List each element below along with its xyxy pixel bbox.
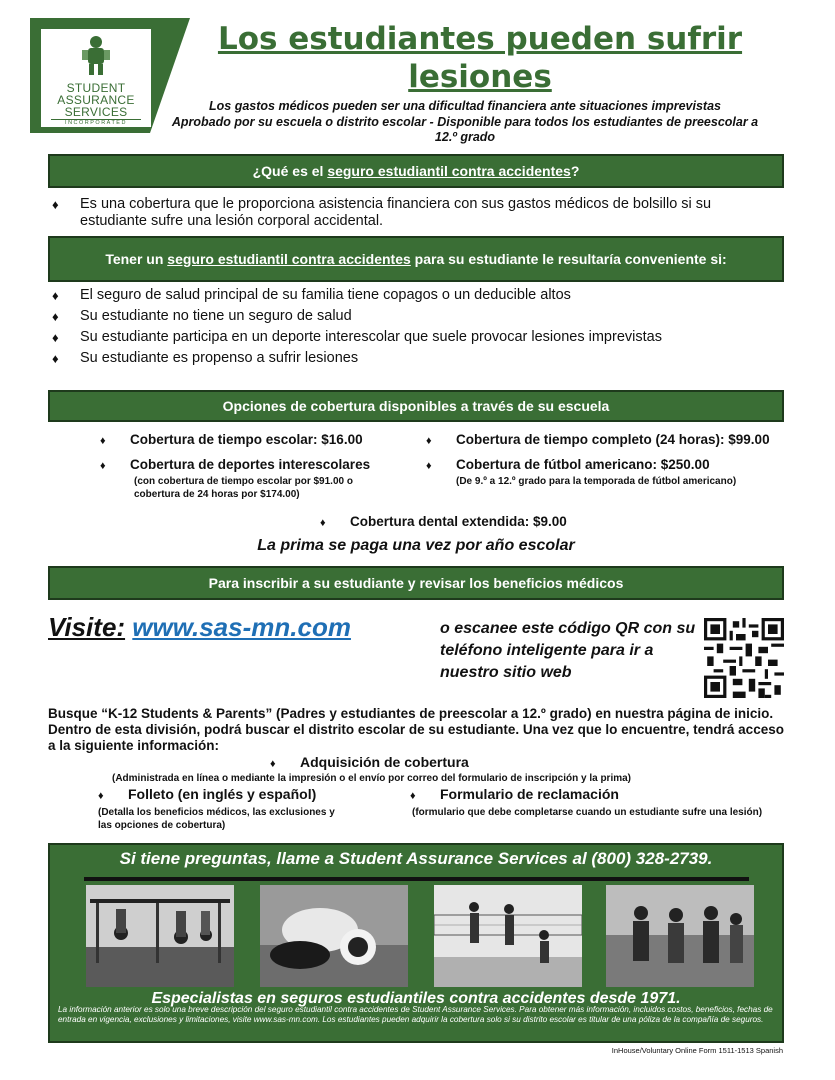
visit-label: Visite: [48, 612, 126, 642]
list-item: ♦ Su estudiante participa en un deporte interescolar que suele provocar lesiones imprevistas [52, 327, 782, 348]
logo-line-3: SERVICES [64, 105, 128, 119]
reasons-list [52, 285, 782, 369]
qr-code-icon[interactable] [704, 618, 784, 698]
info-item-brochure-note: (Detalla los beneficios médicos, las exclusiones y las opciones de cobertura) [98, 807, 335, 831]
list-item: ♦ Su estudiante es propenso a sufrir lesiones [52, 348, 782, 369]
logo-box [40, 28, 152, 128]
diamond-bullet-icon: ♦ [426, 460, 432, 472]
qr-instructions: o escanee este código QR con su teléfono inteligente para ir a nuestro sitio web [440, 620, 696, 681]
photo-strip-divider [84, 877, 749, 881]
option-full-time: ♦ Cobertura de tiempo completo (24 horas): $99.00 [426, 431, 796, 450]
logo-line-2: ASSURANCE [57, 93, 135, 107]
subtitle-line-1: Los gastos médicos pueden ser una dificultad financiera ante situaciones imprevistas [209, 99, 721, 113]
visit-line [48, 612, 351, 643]
option-school-time: ♦ Cobertura de tiempo escolar: $16.00 [100, 431, 430, 450]
section-heading-options: Opciones de cobertura disponibles a través de su escuela [48, 390, 784, 422]
list-item: ♦ Su estudiante no tiene un seguro de salud [52, 306, 782, 327]
info-item-purchase-note: (Administrada en línea o mediante la impresión o el envío por correo del formulario de inscripción y la prima) [112, 773, 632, 784]
info-item-purchase: ♦ Adquisición de cobertura [270, 753, 570, 773]
contact-panel [48, 843, 784, 1043]
diamond-bullet-icon: ♦ [52, 197, 59, 212]
section-heading-enroll: Para inscribir a su estudiante y revisar los beneficios médicos [48, 566, 784, 600]
fine-print: La información anterior es solo una breve descripción del seguro estudiantil contra accidentes de Student Assurance Services. Para obtener más información, incluidos costos, beneficios, fechas de entrada en vigencia, exclusiones y limitaciones, visite www.sas-mn.com. Los estudiantes pueden adquirir la cobertura solo si su distrito escolar es titular de una póliza de la compañía de seguros. [58, 1005, 773, 1024]
logo-line-1: STUDENT [66, 81, 126, 95]
photo-volleyball [434, 885, 582, 987]
section-heading-what-is: ¿Qué es el seguro estudiantil contra accidentes? [48, 154, 784, 188]
option-sports-note: (con cobertura de tiempo escolar por $91.00 o cobertura de 24 horas por $174.00) [134, 476, 353, 500]
subtitle-line-2: Aprobado por su escuela o distrito escolar - Disponible para todos los estudiantes de preescolar a 12.º grado [171, 114, 759, 144]
logo-line-4: INCORPORATED [51, 119, 141, 126]
diamond-bullet-icon: ♦ [320, 517, 326, 529]
photo-playground [86, 885, 234, 987]
diamond-bullet-icon: ♦ [426, 435, 432, 447]
diamond-bullet-icon: ♦ [52, 351, 59, 366]
diamond-bullet-icon: ♦ [100, 460, 106, 472]
option-football: ♦ Cobertura de fútbol americano: $250.00 (De 9.º a 12.º grado para la temporada de fútbol americano) [426, 456, 796, 488]
diamond-bullet-icon: ♦ [410, 790, 416, 802]
list-item: ♦ Es una cobertura que le proporciona asistencia financiera con sus gastos médicos de bolsillo si su estudiante sufre una lesión corporal accidental. [52, 196, 712, 229]
diamond-bullet-icon: ♦ [52, 330, 59, 345]
section-heading-convenient: Tener un seguro estudiantil contra accidentes para su estudiante le resultaría conveniente si: [48, 236, 784, 282]
info-item-claim-note: (formulario que debe completarse cuando un estudiante sufre una lesión) [412, 807, 763, 818]
page-title: Los estudiantes pueden sufrir lesiones [217, 21, 743, 95]
search-instructions: Busque “K-12 Students & Parents” (Padres y estudiantes de preescolar a 12.º grado) en nuestra página de inicio. Dentro de esta división, podrá buscar el distrito escolar de su estudiante. Una vez que lo encuentre, tendrá acceso a la siguiente información: [48, 706, 784, 753]
diamond-bullet-icon: ♦ [52, 288, 59, 303]
definition-list [52, 196, 782, 230]
photo-football [260, 885, 408, 987]
premium-note: La prima se paga una vez por año escolar [257, 537, 575, 554]
option-football-note: (De 9.º a 12.º grado para la temporada de fútbol americano) [456, 476, 737, 487]
info-item-brochure: ♦ Folleto (en inglés y español) [98, 785, 418, 805]
website-link[interactable]: www.sas-mn.com [132, 612, 351, 642]
list-item: ♦ El seguro de salud principal de su familia tiene copagos o un deducible altos [52, 285, 782, 306]
mascot-icon [76, 33, 116, 77]
diamond-bullet-icon: ♦ [52, 309, 59, 324]
diamond-bullet-icon: ♦ [98, 790, 104, 802]
option-sports: ♦ Cobertura de deportes interescolares (con cobertura de tiempo escolar por $91.00 o cobertura de 24 horas por $174.00) [100, 456, 430, 501]
option-dental: ♦ Cobertura dental extendida: $9.00 [320, 513, 640, 532]
contact-phone: Si tiene preguntas, llame a Student Assurance Services al (800) 328-2739. [119, 849, 713, 868]
form-identifier: InHouse/Voluntary Online Form 1511-1513 Spanish [611, 1046, 783, 1055]
diamond-bullet-icon: ♦ [270, 758, 276, 770]
page-subtitle [160, 99, 770, 146]
photo-students [606, 885, 754, 987]
info-item-claim: ♦ Formulario de reclamación [410, 785, 790, 805]
specialists-tagline: Especialistas en seguros estudiantiles contra accidentes desde 1971. [151, 990, 681, 1007]
diamond-bullet-icon: ♦ [100, 435, 106, 447]
